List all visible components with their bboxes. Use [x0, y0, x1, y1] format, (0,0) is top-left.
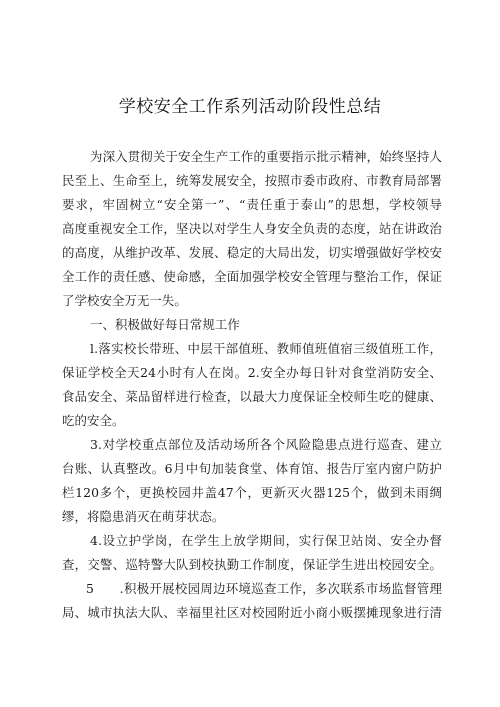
paragraph-line: 保证学校全天24小时有人在岗。2.安全办每日针对食堂消防安全、 [62, 365, 442, 380]
paragraph-line: 食品安全、菜品留样进行检查，以最大力度保证全校师生吃的健康、 [62, 389, 442, 404]
document-title: 学校安全工作系列活动阶段性总结 [118, 97, 382, 117]
paragraph-line: 民至上、生命至上，统筹发展安全，按照市委市政府、市教育局部署 [62, 173, 442, 188]
paragraph-line: 的高度，从维护改革、发展、稳定的大局出发，切实增强做好学校安 [62, 245, 442, 260]
section-heading: 一、积极做好每日常规工作 [90, 317, 240, 332]
paragraph-line: 查，交警、巡特警大队到校执勤工作制度，保证学生进出校园安全。 [62, 557, 442, 572]
document-body [62, 145, 442, 625]
paragraph-line: 吃的安全。 [62, 413, 125, 428]
paragraph-line: 了学校安全万无一失。 [62, 293, 187, 308]
paragraph-line: 高度重视安全工作，坚决以对学生人身安全负责的态度，站在讲政治 [62, 221, 442, 236]
paragraph-line: 局、城市执法大队、幸福里社区对校园附近小商小贩摆摊现象进行清 [62, 605, 442, 620]
paragraph-line: 栏120多个，更换校园井盖47个，更新灭火器125个，做到未雨绸 [62, 485, 442, 500]
paragraph-line: 5 .积极开展校园周边环境巡查工作，多次联系市场监督管理 [86, 581, 442, 596]
paragraph-line: 要求，牢固树立“安全第一”、“责任重于泰山”的思想，学校领导 [62, 197, 442, 212]
paragraph-line: 台账、认真整改。6月中旬加装食堂、体育馆、报告厅室内窗户防护 [62, 461, 442, 476]
paragraph-line: 4.设立护学岗，在学生上放学期间，实行保卫站岗、安全办督 [90, 533, 442, 548]
paragraph-line: 全工作的责任感、使命感，全面加强学校安全管理与整治工作，保证 [62, 269, 442, 284]
paragraph-line: 缪，将隐患消灭在萌芽状态。 [62, 509, 225, 524]
paragraph-line: 3.对学校重点部位及活动场所各个风险隐患点进行巡查、建立 [90, 437, 442, 452]
paragraph-line: 为深入贯彻关于安全生产工作的重要指示批示精神，始终坚持人 [90, 149, 442, 164]
paragraph-line: l.落实校长带班、中层干部值班、教师值班值宿三级值班工作， [90, 341, 442, 356]
